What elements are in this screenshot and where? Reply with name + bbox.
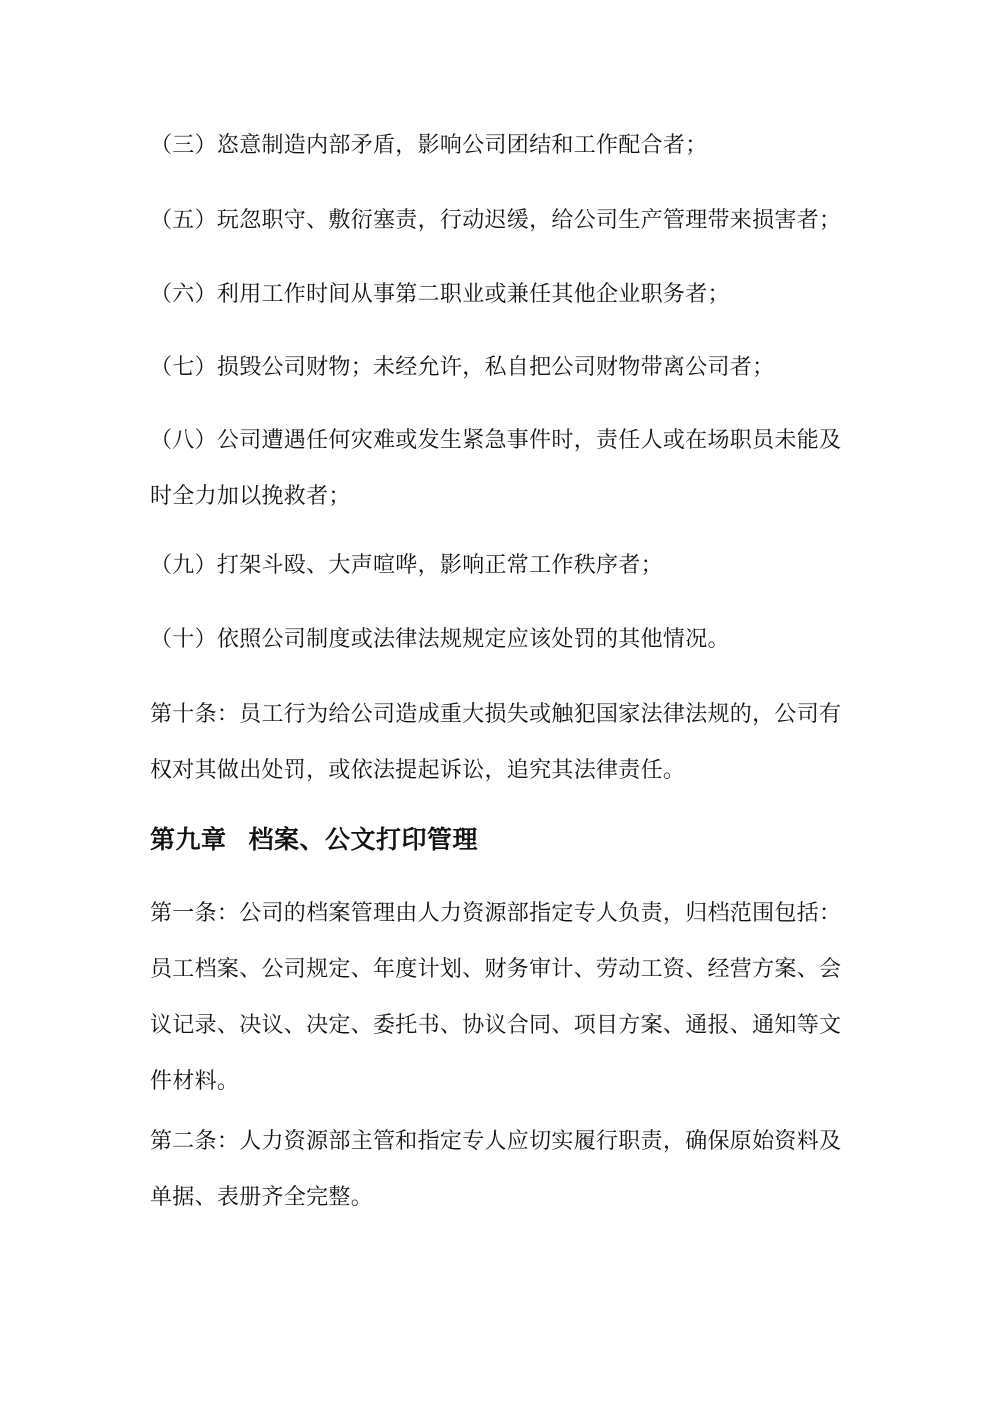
list-item-8: （八）公司遭遇任何灾难或发生紧急事件时，责任人或在场职员未能及时全力加以挽救者；	[150, 428, 842, 509]
list-item-6: （六）利用工作时间从事第二职业或兼任其他企业职务者；	[150, 282, 730, 307]
list-item-3: （三）恣意制造内部矛盾，影响公司团结和工作配合者；	[150, 133, 708, 158]
article-10: 第十条：员工行为给公司造成重大损失或触犯国家法律法规的，公司有权对其做出处罚，或依法提起诉讼，追究其法律责任。	[150, 702, 842, 783]
article-1: 第一条：公司的档案管理由人力资源部指定专人负责，归档范围包括：员工档案、公司规定、年度计划、财务审计、劳动工资、经营方案、会议记录、决议、决定、委托书、协议合同、项目方案、通报、通知等文件材料。	[150, 901, 842, 1094]
list-item-10: （十）依照公司制度或法律法规规定应该处罚的其他情况。	[150, 627, 730, 652]
chapter-heading	[150, 820, 850, 860]
article-2: 第二条：人力资源部主管和指定专人应切实履行职责，确保原始资料及单据、表册齐全完整。	[150, 1129, 842, 1210]
list-item-7: （七）损毁公司财物；未经允许，私自把公司财物带离公司者；	[150, 355, 775, 380]
list-item-5: （五）玩忽职守、敷衍塞责，行动迟缓，给公司生产管理带来损害者；	[150, 208, 842, 233]
chapter-title: 档案、公文打印管理	[248, 825, 479, 854]
list-item-9: （九）打架斗殴、大声喧哗，影响正常工作秩序者；	[150, 553, 663, 578]
chapter-number: 第九章	[150, 825, 227, 854]
